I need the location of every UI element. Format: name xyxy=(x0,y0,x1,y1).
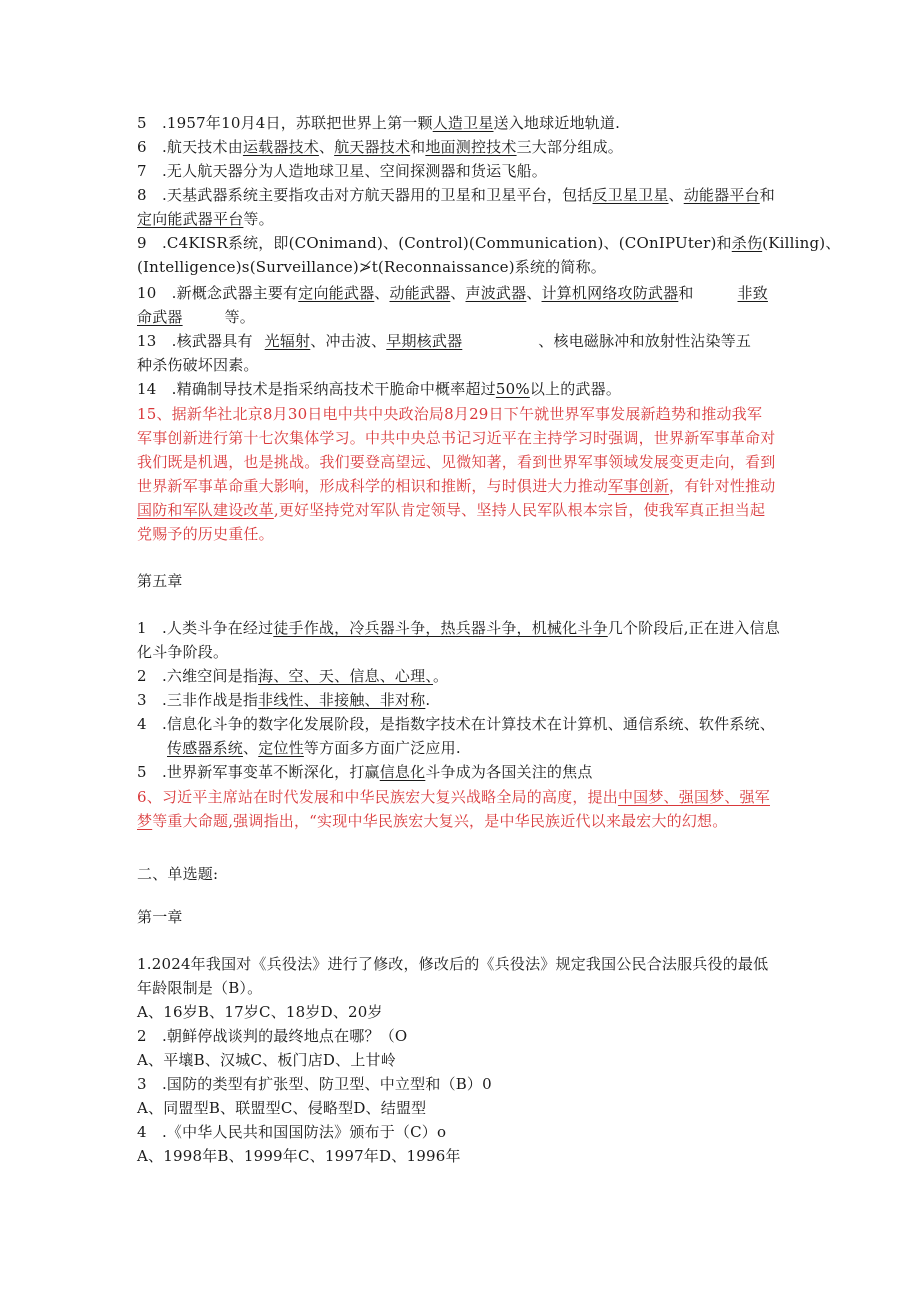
news-paragraph-line-6: 党赐予的历史重任。 xyxy=(137,525,274,543)
mcq-3-question: 3 .国防的类型有扩张型、防卫型、中立型和（B）0 xyxy=(137,1075,492,1093)
ch5-item-3: 3 .三非作战是指非线性、非接触、非对称. xyxy=(137,691,431,709)
ch5-item-4: 4 .信息化斗争的数字化发展阶段，是指数字技术在计算技术在计算机、通信系统、软件系统、 xyxy=(137,715,775,733)
news-paragraph-line-1: 15、据新华社北京8月30日电中共中央政治局8月29日下午就世界军事发展新趋势和推动我军 xyxy=(137,405,763,423)
mcq-2-question: 2 .朝鲜停战谈判的最终地点在哪？（O xyxy=(137,1027,408,1045)
fill-item-8-cont: 定向能武器平台等。 xyxy=(137,210,274,228)
fill-item-9: 9 .C4KISR系统，即(COnimand)、(Control)(Communication)、(COnIPUter)和杀伤(Killing)、 xyxy=(137,234,841,252)
mcq-1-question-cont: 年龄限制是（B）。 xyxy=(137,979,263,997)
section-heading: 二、单选题: xyxy=(137,865,219,883)
ch5-item-6-cont: 梦等重大命题,强调指出，“实现中华民族宏大复兴，是中华民族近代以来最宏大的幻想。 xyxy=(137,812,728,830)
chapter-heading-1: 第一章 xyxy=(137,908,183,926)
mcq-1-options: A、16岁B、17岁C、18岁D、20岁 xyxy=(137,1003,383,1021)
news-paragraph-line-4: 世界新军事革命重大影响，形成科学的相识和推断，与时俱进大力推动军事创新，有针对性推动 xyxy=(137,477,776,495)
ch5-item-5: 5 .世界新军事变革不断深化，打赢信息化斗争成为各国关注的焦点 xyxy=(137,763,593,781)
fill-item-13: 13 .核武器具有 光辐射、冲击波、早期核武器 、核电磁脉冲和放射性沾染等五 xyxy=(137,332,752,350)
fill-item-14: 14 .精确制导技术是指采纳高技术干脆命中概率超过50%以上的武器。 xyxy=(137,380,622,398)
fill-item-5: 5 .1957年10月4日，苏联把世界上第一颗人造卫星送入地球近地轨道. xyxy=(137,114,621,132)
fill-item-7: 7 .无人航天器分为人造地球卫星、空间探测器和货运飞船。 xyxy=(137,162,547,180)
mcq-4-question: 4 .《中华人民共和国国防法》颁布于（C）o xyxy=(137,1123,447,1141)
ch5-item-2: 2 .六维空间是指海、空、天、信息、心理、。 xyxy=(137,667,449,685)
ch5-item-4-cont: 传感器系统、定位性等方面多方面广泛应用. xyxy=(167,739,461,757)
ch5-item-6: 6、习近平主席站在时代发展和中华民族宏大复兴战略全局的高度，提出中国梦、强国梦、强军 xyxy=(137,788,770,806)
mcq-3-options: A、同盟型B、联盟型C、侵略型D、结盟型 xyxy=(137,1099,427,1117)
fill-item-9-cont: (Intelligence)s(Surveillance)≯t(Reconnaissance)系统的简称。 xyxy=(137,258,606,276)
ch5-item-1: 1 .人类斗争在经过徒手作战，冷兵器斗争，热兵器斗争，机械化斗争几个阶段后,正在进入信息 xyxy=(137,619,780,637)
mcq-1-question: 1.2024年我国对《兵役法》进行了修改，修改后的《兵役法》规定我国公民合法服兵役的最低 xyxy=(137,955,769,973)
fill-item-13-cont: 种杀伤破坏因素。 xyxy=(137,356,259,374)
news-paragraph-line-5: 国防和军队建设改革,更好坚持党对军队肯定领导、坚持人民军队根本宗旨，使我军真正担当起 xyxy=(137,501,766,519)
fill-item-8: 8 .天基武器系统主要指攻击对方航天器用的卫星和卫星平台，包括反卫星卫星、动能器平台和 xyxy=(137,186,775,204)
mcq-4-options: A、1998年B、1999年C、1997年D、1996年 xyxy=(137,1147,461,1165)
news-paragraph-line-3: 我们既是机遇，也是挑战。我们要登高望远、见微知著，看到世界军事领域发展变更走向，看到 xyxy=(137,453,776,471)
fill-item-10-cont: 命武器 等。 xyxy=(137,308,256,326)
chapter-heading: 第五章 xyxy=(137,572,183,590)
ch5-item-1-cont: 化斗争阶段。 xyxy=(137,643,229,661)
news-paragraph-line-2: 军事创新进行第十七次集体学习。中共中央总书记习近平在主持学习时强调，世界新军事革命对 xyxy=(137,429,776,447)
fill-item-10: 10 .新概念武器主要有定向能武器、动能武器、声波武器、计算机网络攻防武器和 非致 xyxy=(137,284,768,302)
fill-item-6: 6 .航天技术由运载器技术、航天器技术和地面测控技术三大部分组成。 xyxy=(137,138,623,156)
mcq-2-options: A、平壤B、汉城C、板门店D、上甘岭 xyxy=(137,1051,396,1069)
